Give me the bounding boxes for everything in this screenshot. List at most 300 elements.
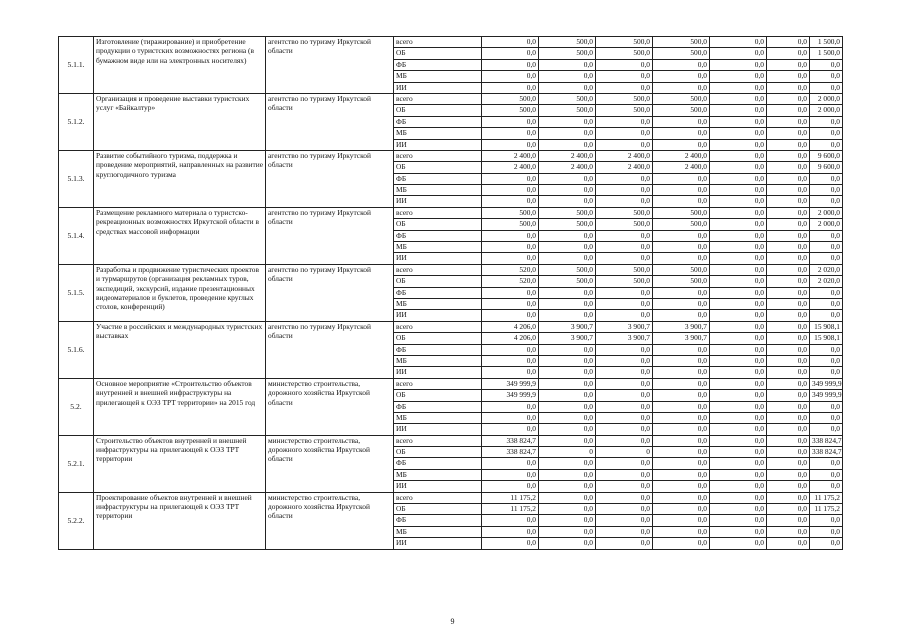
funding-source-label: ИИ — [394, 310, 482, 321]
value-cell: 0,0 — [653, 71, 710, 82]
total-value-cell: 0,0 — [810, 424, 843, 435]
value-cell: 0,0 — [767, 390, 810, 401]
value-cell: 0,0 — [653, 298, 710, 309]
value-cell: 0,0 — [767, 185, 810, 196]
value-cell: 500,0 — [653, 93, 710, 104]
value-cell: 0,0 — [767, 207, 810, 218]
value-cell: 3 900,7 — [653, 333, 710, 344]
total-value-cell: 0,0 — [810, 526, 843, 537]
funding-source-label: ФБ — [394, 230, 482, 241]
value-cell: 0,0 — [710, 435, 767, 446]
value-cell: 0,0 — [710, 401, 767, 412]
value-cell: 0,0 — [539, 344, 596, 355]
value-cell: 500,0 — [596, 105, 653, 116]
value-cell: 0,0 — [710, 150, 767, 161]
value-cell: 0,0 — [482, 481, 539, 492]
value-cell: 0,0 — [539, 185, 596, 196]
item-number: 5.1.6. — [59, 321, 94, 378]
value-cell: 500,0 — [539, 37, 596, 48]
value-cell: 0,0 — [539, 504, 596, 515]
value-cell: 0,0 — [539, 59, 596, 70]
value-cell: 0,0 — [653, 173, 710, 184]
value-cell: 500,0 — [596, 93, 653, 104]
funding-source-label: ФБ — [394, 116, 482, 127]
total-value-cell: 11 175,2 — [810, 492, 843, 503]
funding-source-label: всего — [394, 321, 482, 332]
value-cell: 0,0 — [596, 128, 653, 139]
value-cell: 0,0 — [767, 82, 810, 93]
value-cell: 0,0 — [482, 242, 539, 253]
total-value-cell: 0,0 — [810, 185, 843, 196]
total-value-cell: 0,0 — [810, 538, 843, 549]
value-cell: 0,0 — [710, 333, 767, 344]
value-cell: 0,0 — [653, 287, 710, 298]
value-cell: 500,0 — [539, 264, 596, 275]
item-name — [94, 37, 266, 94]
value-cell: 500,0 — [596, 219, 653, 230]
value-cell: 0,0 — [653, 128, 710, 139]
value-cell: 0,0 — [596, 378, 653, 389]
value-cell: 0,0 — [596, 253, 653, 264]
total-value-cell: 0,0 — [810, 355, 843, 366]
value-cell: 0,0 — [653, 390, 710, 401]
total-value-cell: 2 020,0 — [810, 264, 843, 275]
value-cell: 0,0 — [482, 287, 539, 298]
value-cell: 0,0 — [482, 401, 539, 412]
funding-source-label: ОБ — [394, 48, 482, 59]
value-cell: 500,0 — [539, 219, 596, 230]
value-cell: 0,0 — [482, 469, 539, 480]
funding-source-label: ИИ — [394, 367, 482, 378]
value-cell: 0,0 — [710, 504, 767, 515]
table-row — [59, 264, 843, 275]
total-value-cell: 338 824,7 — [810, 435, 843, 446]
value-cell: 0,0 — [710, 481, 767, 492]
total-value-cell: 2 000,0 — [810, 219, 843, 230]
funding-table — [58, 36, 843, 550]
table-row — [59, 150, 843, 161]
total-value-cell: 0,0 — [810, 287, 843, 298]
value-cell: 520,0 — [482, 276, 539, 287]
funding-source-label: ФБ — [394, 344, 482, 355]
item-name-text: Основное мероприятие «Строительство объектов внутренней и внешней инфраструктуры на прилегающей к ОЭЗ ТРТ территории» на 2015 год — [96, 378, 256, 407]
total-value-cell: 349 999,9 — [810, 390, 843, 401]
total-value-cell: 15 908,1 — [810, 321, 843, 332]
item-executor — [266, 378, 394, 435]
value-cell: 0,0 — [767, 150, 810, 161]
value-cell: 0,0 — [539, 367, 596, 378]
value-cell: 338 824,7 — [482, 447, 539, 458]
funding-source-label: ОБ — [394, 333, 482, 344]
value-cell: 0,0 — [767, 435, 810, 446]
value-cell: 0,0 — [767, 219, 810, 230]
value-cell: 0,0 — [596, 344, 653, 355]
value-cell: 0,0 — [482, 515, 539, 526]
value-cell: 0,0 — [767, 344, 810, 355]
value-cell: 0,0 — [767, 230, 810, 241]
table-row — [59, 93, 843, 104]
value-cell: 0,0 — [539, 378, 596, 389]
value-cell: 349 999,9 — [482, 390, 539, 401]
funding-source-label: ОБ — [394, 219, 482, 230]
total-value-cell: 0,0 — [810, 82, 843, 93]
total-value-cell: 0,0 — [810, 139, 843, 150]
funding-source-label: ОБ — [394, 447, 482, 458]
value-cell: 0,0 — [539, 253, 596, 264]
value-cell: 0,0 — [596, 424, 653, 435]
value-cell: 0,0 — [596, 242, 653, 253]
item-name-text: Размещение рекламного материала о туристско-рекреационных возможностях Иркутской области в средствах массовой информации — [96, 207, 259, 236]
item-name-text: Изготовление (тиражирование) и приобретение продукции о туристских возможностях региона (в бумажном виде или на электронных носителях) — [96, 37, 255, 65]
value-cell: 0,0 — [653, 196, 710, 207]
value-cell: 0,0 — [710, 458, 767, 469]
value-cell: 0,0 — [653, 344, 710, 355]
value-cell: 0,0 — [710, 128, 767, 139]
funding-source-label: ОБ — [394, 276, 482, 287]
value-cell: 0,0 — [767, 139, 810, 150]
value-cell: 500,0 — [653, 48, 710, 59]
value-cell: 0,0 — [710, 367, 767, 378]
value-cell: 0,0 — [710, 538, 767, 549]
value-cell: 0,0 — [653, 481, 710, 492]
value-cell: 500,0 — [596, 207, 653, 218]
value-cell: 0,0 — [596, 116, 653, 127]
item-executor — [266, 207, 394, 264]
value-cell: 0,0 — [596, 538, 653, 549]
value-cell: 0,0 — [710, 71, 767, 82]
value-cell: 0,0 — [482, 412, 539, 423]
funding-source-label: ИИ — [394, 538, 482, 549]
value-cell: 0,0 — [767, 253, 810, 264]
value-cell: 0,0 — [539, 492, 596, 503]
value-cell: 0,0 — [653, 515, 710, 526]
funding-source-label: МБ — [394, 185, 482, 196]
total-value-cell: 0,0 — [810, 458, 843, 469]
value-cell: 0,0 — [767, 276, 810, 287]
value-cell: 0,0 — [710, 276, 767, 287]
total-value-cell: 1 500,0 — [810, 37, 843, 48]
total-value-cell: 0,0 — [810, 230, 843, 241]
table-row — [59, 378, 843, 389]
value-cell: 0,0 — [539, 230, 596, 241]
value-cell: 0,0 — [596, 515, 653, 526]
value-cell: 0,0 — [482, 116, 539, 127]
funding-source-label: МБ — [394, 242, 482, 253]
value-cell: 500,0 — [539, 105, 596, 116]
value-cell: 0,0 — [482, 139, 539, 150]
value-cell: 0,0 — [710, 378, 767, 389]
value-cell: 0,0 — [710, 230, 767, 241]
value-cell: 500,0 — [539, 93, 596, 104]
value-cell: 500,0 — [653, 219, 710, 230]
value-cell: 0,0 — [767, 162, 810, 173]
value-cell: 0,0 — [767, 59, 810, 70]
value-cell: 338 824,7 — [482, 435, 539, 446]
value-cell: 0,0 — [596, 367, 653, 378]
table-row — [59, 37, 843, 48]
total-value-cell: 0,0 — [810, 116, 843, 127]
funding-source-label: ИИ — [394, 481, 482, 492]
value-cell: 0,0 — [539, 173, 596, 184]
value-cell: 0,0 — [767, 173, 810, 184]
value-cell: 0,0 — [482, 298, 539, 309]
value-cell: 0,0 — [767, 458, 810, 469]
value-cell: 500,0 — [482, 93, 539, 104]
value-cell: 0,0 — [710, 185, 767, 196]
value-cell: 4 206,0 — [482, 321, 539, 332]
funding-source-label: ОБ — [394, 504, 482, 515]
value-cell: 0,0 — [710, 196, 767, 207]
value-cell: 0,0 — [596, 82, 653, 93]
total-value-cell: 0,0 — [810, 253, 843, 264]
value-cell: 0,0 — [767, 196, 810, 207]
total-value-cell: 0,0 — [810, 242, 843, 253]
value-cell: 0,0 — [710, 287, 767, 298]
total-value-cell: 11 175,2 — [810, 504, 843, 515]
table-row — [59, 207, 843, 218]
value-cell: 500,0 — [482, 207, 539, 218]
value-cell: 0,0 — [539, 412, 596, 423]
value-cell: 0,0 — [767, 321, 810, 332]
value-cell: 0,0 — [653, 185, 710, 196]
value-cell: 0,0 — [653, 310, 710, 321]
value-cell: 4 206,0 — [482, 333, 539, 344]
value-cell: 0,0 — [710, 469, 767, 480]
total-value-cell: 0,0 — [810, 344, 843, 355]
value-cell: 0,0 — [710, 526, 767, 537]
value-cell: 0,0 — [767, 93, 810, 104]
funding-source-label: ИИ — [394, 253, 482, 264]
value-cell: 0,0 — [767, 469, 810, 480]
item-executor-text: министерство строительства, дорожного хозяйства Иркутской области — [268, 492, 370, 521]
value-cell: 0,0 — [710, 173, 767, 184]
item-name — [94, 378, 266, 435]
item-name-text: Строительство объектов внутренней и внешней инфраструктуры на прилегающей к ОЭЗ ТРТ территории — [96, 435, 247, 464]
value-cell: 0,0 — [596, 355, 653, 366]
funding-source-label: ИИ — [394, 82, 482, 93]
item-executor-text: агентство по туризму Иркутской области — [268, 321, 371, 341]
value-cell: 0,0 — [482, 526, 539, 537]
total-value-cell: 0,0 — [810, 59, 843, 70]
funding-source-label: ФБ — [394, 401, 482, 412]
item-name — [94, 207, 266, 264]
item-executor — [266, 321, 394, 378]
value-cell: 0,0 — [653, 538, 710, 549]
total-value-cell: 0,0 — [810, 196, 843, 207]
value-cell: 0,0 — [539, 128, 596, 139]
value-cell: 0,0 — [539, 287, 596, 298]
value-cell: 0,0 — [482, 355, 539, 366]
item-executor-text: агентство по туризму Иркутской области — [268, 207, 371, 227]
value-cell: 0,0 — [596, 230, 653, 241]
value-cell: 2 400,0 — [596, 150, 653, 161]
value-cell: 0,0 — [596, 139, 653, 150]
funding-source-label: всего — [394, 492, 482, 503]
value-cell: 500,0 — [482, 105, 539, 116]
value-cell: 0,0 — [710, 447, 767, 458]
value-cell: 500,0 — [596, 264, 653, 275]
value-cell: 0,0 — [539, 515, 596, 526]
funding-source-label: МБ — [394, 355, 482, 366]
value-cell: 0,0 — [767, 116, 810, 127]
item-executor — [266, 37, 394, 94]
value-cell: 0,0 — [710, 116, 767, 127]
total-value-cell: 1 500,0 — [810, 48, 843, 59]
value-cell: 3 900,7 — [539, 333, 596, 344]
funding-source-label: всего — [394, 150, 482, 161]
funding-source-label: ИИ — [394, 196, 482, 207]
value-cell: 0,0 — [710, 82, 767, 93]
value-cell: 0,0 — [539, 469, 596, 480]
value-cell: 0,0 — [767, 424, 810, 435]
value-cell: 0,0 — [653, 458, 710, 469]
total-value-cell: 9 600,0 — [810, 150, 843, 161]
value-cell: 500,0 — [653, 276, 710, 287]
item-name — [94, 150, 266, 207]
value-cell: 0,0 — [710, 139, 767, 150]
value-cell: 0,0 — [539, 116, 596, 127]
value-cell: 0,0 — [539, 298, 596, 309]
value-cell: 0,0 — [596, 310, 653, 321]
value-cell: 0,0 — [482, 424, 539, 435]
value-cell: 3 900,7 — [596, 333, 653, 344]
value-cell: 0,0 — [653, 230, 710, 241]
funding-source-label: ФБ — [394, 458, 482, 469]
value-cell: 0,0 — [482, 71, 539, 82]
value-cell: 0,0 — [539, 538, 596, 549]
value-cell: 2 400,0 — [653, 150, 710, 161]
value-cell: 0,0 — [653, 412, 710, 423]
value-cell: 0,0 — [596, 173, 653, 184]
value-cell: 0,0 — [539, 355, 596, 366]
value-cell: 0,0 — [653, 59, 710, 70]
total-value-cell: 0,0 — [810, 128, 843, 139]
value-cell: 0,0 — [710, 492, 767, 503]
value-cell: 0,0 — [539, 242, 596, 253]
value-cell: 500,0 — [539, 276, 596, 287]
value-cell: 0,0 — [539, 196, 596, 207]
value-cell: 0,0 — [710, 48, 767, 59]
value-cell: 2 400,0 — [596, 162, 653, 173]
value-cell: 3 900,7 — [539, 321, 596, 332]
total-value-cell: 0,0 — [810, 469, 843, 480]
value-cell: 0,0 — [710, 219, 767, 230]
value-cell: 0,0 — [767, 298, 810, 309]
value-cell: 0,0 — [596, 492, 653, 503]
item-number: 5.2. — [59, 378, 94, 435]
total-value-cell: 2 000,0 — [810, 105, 843, 116]
funding-source-label: ФБ — [394, 515, 482, 526]
value-cell: 0,0 — [539, 526, 596, 537]
value-cell: 0,0 — [767, 287, 810, 298]
value-cell: 0,0 — [710, 37, 767, 48]
total-value-cell: 0,0 — [810, 367, 843, 378]
value-cell: 0,0 — [482, 48, 539, 59]
value-cell: 0,0 — [482, 185, 539, 196]
value-cell: 0,0 — [653, 367, 710, 378]
item-executor — [266, 492, 394, 549]
value-cell: 0,0 — [482, 37, 539, 48]
value-cell: 0,0 — [767, 378, 810, 389]
value-cell: 500,0 — [596, 276, 653, 287]
value-cell: 0,0 — [710, 264, 767, 275]
value-cell: 0,0 — [767, 242, 810, 253]
value-cell: 0,0 — [710, 242, 767, 253]
value-cell: 349 999,9 — [482, 378, 539, 389]
item-name-text: Разработка и продвижение туристических проектов и турмаршрутов (организация рекламных туров, экспедиций, экскурсий, издание презентационных видеоматериалов и буклетов, проведение круглых столов, конференций) — [96, 264, 259, 312]
item-name — [94, 321, 266, 378]
value-cell: 0,0 — [482, 458, 539, 469]
value-cell: 3 900,7 — [596, 321, 653, 332]
funding-source-label: ФБ — [394, 173, 482, 184]
value-cell: 0,0 — [482, 59, 539, 70]
value-cell: 2 400,0 — [653, 162, 710, 173]
value-cell: 0,0 — [539, 390, 596, 401]
table-row — [59, 435, 843, 446]
value-cell: 0,0 — [767, 264, 810, 275]
value-cell: 0,0 — [596, 526, 653, 537]
item-name — [94, 93, 266, 150]
value-cell: 0,0 — [767, 492, 810, 503]
value-cell: 0,0 — [710, 105, 767, 116]
value-cell: 0,0 — [653, 82, 710, 93]
value-cell: 0,0 — [767, 105, 810, 116]
item-executor — [266, 93, 394, 150]
value-cell: 0,0 — [596, 287, 653, 298]
funding-source-label: МБ — [394, 469, 482, 480]
total-value-cell: 349 999,9 — [810, 378, 843, 389]
total-value-cell: 0,0 — [810, 481, 843, 492]
value-cell: 0,0 — [710, 298, 767, 309]
funding-source-label: МБ — [394, 412, 482, 423]
value-cell: 11 175,2 — [482, 492, 539, 503]
value-cell: 0,0 — [596, 59, 653, 70]
funding-source-label: МБ — [394, 71, 482, 82]
value-cell: 2 400,0 — [482, 162, 539, 173]
item-executor-text: агентство по туризму Иркутской области — [268, 150, 371, 170]
item-executor — [266, 435, 394, 492]
value-cell: 2 400,0 — [482, 150, 539, 161]
value-cell: 0,0 — [596, 185, 653, 196]
value-cell: 0,0 — [653, 401, 710, 412]
value-cell: 0,0 — [596, 401, 653, 412]
value-cell: 0,0 — [482, 173, 539, 184]
item-number: 5.2.1. — [59, 435, 94, 492]
total-value-cell: 0,0 — [810, 173, 843, 184]
funding-source-label: ОБ — [394, 162, 482, 173]
value-cell: 0,0 — [767, 128, 810, 139]
funding-source-label: ФБ — [394, 59, 482, 70]
total-value-cell: 0,0 — [810, 71, 843, 82]
value-cell: 0,0 — [596, 71, 653, 82]
value-cell: 0,0 — [596, 298, 653, 309]
value-cell: 0,0 — [653, 424, 710, 435]
funding-source-label: МБ — [394, 128, 482, 139]
value-cell: 0,0 — [653, 526, 710, 537]
value-cell: 0,0 — [710, 162, 767, 173]
page-number: 9 — [450, 617, 455, 626]
value-cell: 0,0 — [710, 390, 767, 401]
value-cell: 0,0 — [653, 242, 710, 253]
value-cell: 3 900,7 — [653, 321, 710, 332]
funding-source-label: ОБ — [394, 390, 482, 401]
funding-source-label: всего — [394, 264, 482, 275]
value-cell: 0,0 — [596, 412, 653, 423]
value-cell: 0,0 — [653, 492, 710, 503]
funding-source-label: ИИ — [394, 139, 482, 150]
table-row — [59, 321, 843, 332]
value-cell: 0,0 — [767, 526, 810, 537]
